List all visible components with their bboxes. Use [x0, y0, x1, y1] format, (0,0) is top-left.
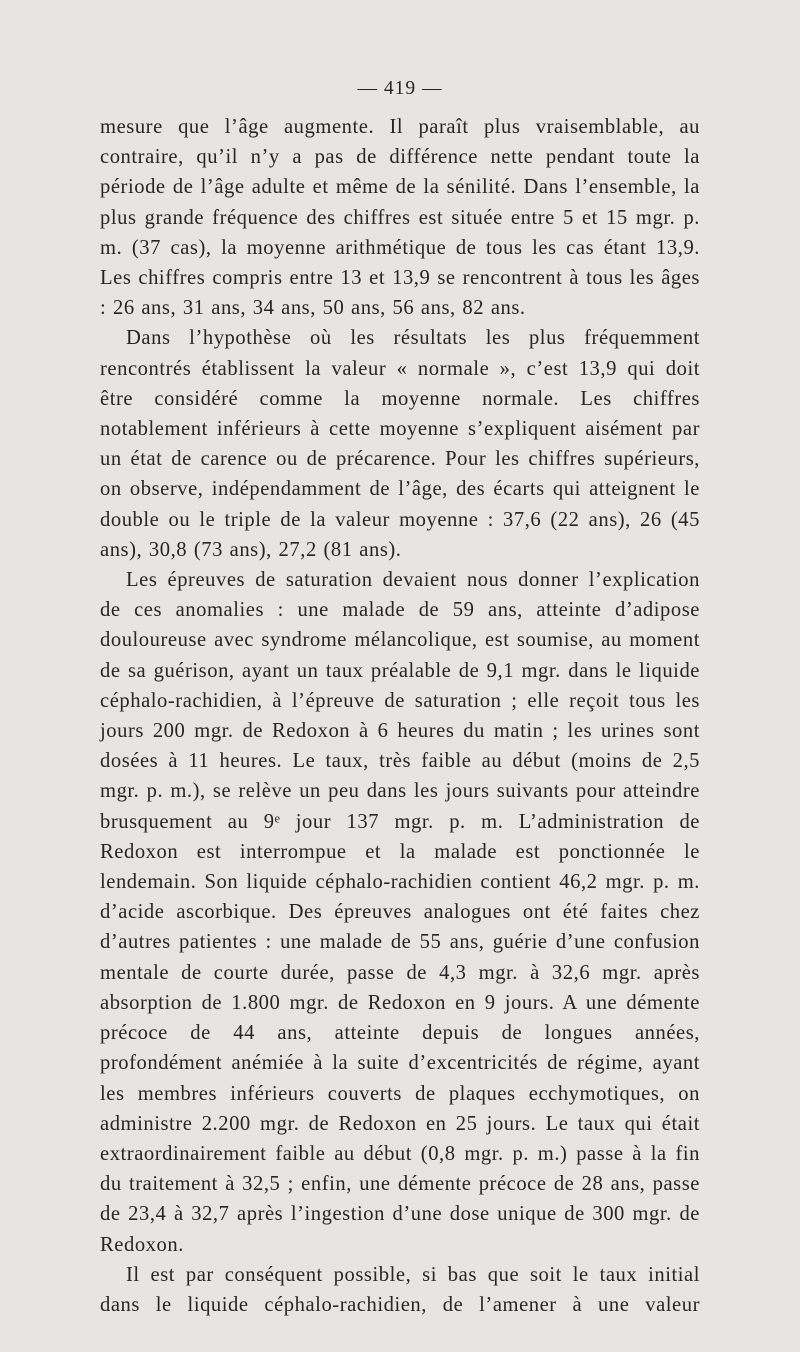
paragraph-conclusion: Il est par conséquent possible, si bas que soit le taux initial dans le liquide céphalo-rachidien, de l’amener à une valeur	[100, 1263, 700, 1316]
paragraph-continuation: mesure que l’âge augmente. Il paraît plus vraisemblable, au contraire, qu’il n’y a pas de différence nette pendant toute la période de l’âge adulte et même de la sénilité. Dans l’ensemble, la plus grande fréquence des chiffres est située entre 5 et 15 mgr. p. m. (37 cas), la moyenne arithmétique de tous les cas étant 13,9. Les chiffres compris entre 13 et 13,9 se rencontrent à tous les âges : 26 ans, 31 ans, 34 ans, 50 ans, 56 ans, 82 ans.	[100, 116, 700, 320]
paragraph-normal-value: Dans l’hypothèse où les résultats les plus fréquemment rencontrés établissent la valeur « normale », c’est 13,9 qui doit être considéré comme la moyenne normale. Les chiffres notablement inférieurs à cette moyenne s’expliquent aisément par un état de carence ou de précarence. Pour les chiffres supérieurs, on observe, indépendamment de l’âge, des écarts qui atteignent le double ou le triple de la valeur moyenne : 37,6 (22 ans), 26 (45 ans), 30,8 (73 ans), 27,2 (81 ans).	[100, 327, 700, 561]
body-text	[100, 112, 700, 1320]
paragraph-saturation-tests: Les épreuves de saturation devaient nous donner l’explication de ces anomalies : une malade de 59 ans, atteinte d’adipose douloureuse avec syndrome mélancolique, est soumise, au moment de sa guérison, ayant un taux préalable de 9,1 mgr. dans le liquide céphalo-rachidien, à l’épreuve de saturation ; elle reçoit tous les jours 200 mgr. de Redoxon à 6 heures du matin ; les urines sont dosées à 11 heures. Le taux, très faible au début (moins de 2,5 mgr. p. m.), se relève un peu dans les jours suivants pour atteindre brusquement au 9ᵉ jour 137 mgr. p. m. L’administration de Redoxon est interrompue et la malade est ponctionnée le lendemain. Son liquide céphalo-rachidien contient 46,2 mgr. p. m. d’acide ascorbique. Des épreuves analogues ont été faites chez d’autres patientes : une malade de 55 ans, guérie d’une confusion mentale de courte durée, passe de 4,3 mgr. à 32,6 mgr. après absorption de 1.800 mgr. de Redoxon en 9 jours. A une démente précoce de 44 ans, atteinte depuis de longues années, profondément anémiée à la suite d’excentricités de régime, ayant les membres inférieurs couverts de plaques ecchymotiques, on administre 2.200 mgr. de Redoxon en 25 jours. Le taux qui était extraordinairement faible au début (0,8 mgr. p. m.) passe à la fin du traitement à 32,5 ; enfin, une démente précoce de 28 ans, passe de 23,4 à 32,7 après l’ingestion d’une dose unique de 300 mgr. de Redoxon.	[100, 569, 700, 1256]
page-number: — 419 —	[357, 78, 443, 99]
